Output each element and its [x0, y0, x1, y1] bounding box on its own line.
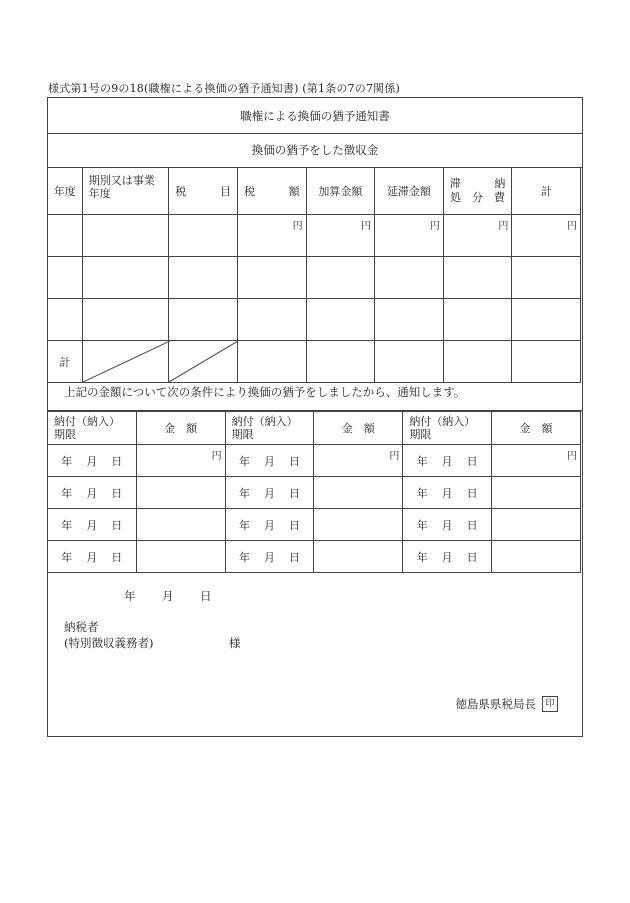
- cell-period: [82, 299, 168, 341]
- header-tax-item-a: 税: [175, 185, 187, 198]
- cell-amount: [491, 509, 580, 541]
- header-tax-amount: [237, 168, 306, 215]
- date-year: 年: [238, 518, 250, 532]
- date-month: 月: [263, 550, 275, 564]
- header-tax-amount-b: 額: [288, 185, 300, 198]
- cell-due-date: [403, 477, 492, 509]
- header-amount: 金 額: [314, 412, 403, 445]
- schedule-row: [48, 445, 581, 477]
- date-month: 月: [441, 454, 453, 468]
- date-day: 日: [466, 550, 478, 564]
- due-label-line2: 期限: [409, 428, 432, 441]
- date-day: 日: [288, 454, 300, 468]
- form-title: 職権による換価の猶予通知書: [48, 98, 582, 134]
- table-row: [48, 299, 581, 341]
- cell-due-date: [225, 541, 314, 573]
- collection-amount-table: [47, 167, 581, 383]
- cell-due-date: [48, 509, 137, 541]
- header-due-date: [225, 412, 314, 445]
- date-day: 日: [288, 550, 300, 564]
- cell-additional: [306, 257, 375, 299]
- schedule-row: [48, 541, 581, 573]
- date-day: 日: [466, 518, 478, 532]
- header-tax-item-b: 目: [219, 185, 231, 198]
- cell-additional: [306, 299, 375, 341]
- date-day: 日: [288, 486, 300, 500]
- header-due-date: [403, 412, 492, 445]
- date-year: 年: [416, 486, 428, 500]
- cell-amount: [314, 541, 403, 573]
- cell-tax-amount: [237, 299, 306, 341]
- form-subtitle: 換価の猶予をした徴収金: [48, 133, 582, 168]
- issue-date-year: 年: [124, 589, 136, 603]
- cell-delinquency: [375, 215, 444, 257]
- due-label-line1: 納付（納入）: [231, 415, 298, 428]
- date-year: 年: [416, 550, 428, 564]
- date-year: 年: [61, 518, 73, 532]
- date-day: 日: [111, 518, 123, 532]
- form-heading: 様式第1号の9の18(職権による換価の猶予通知書) (第1条の7の7関係): [48, 82, 401, 95]
- cell-amount: [314, 445, 403, 477]
- cell-amount: [491, 541, 580, 573]
- cell-amount: [136, 445, 225, 477]
- header-disposal-a: 滞: [449, 177, 461, 190]
- cell-period: [82, 215, 168, 257]
- cell-due-date: [225, 509, 314, 541]
- table-header-row: [48, 168, 581, 215]
- date-month: 月: [263, 454, 275, 468]
- cell-amount: [314, 477, 403, 509]
- payment-schedule-table: [47, 411, 581, 573]
- date-year: 年: [416, 518, 428, 532]
- due-label-line2: 期限: [54, 428, 76, 441]
- cell-due-date: [48, 477, 137, 509]
- signature-area: [48, 572, 582, 736]
- cell-amount: [491, 445, 580, 477]
- cell-disposal: [443, 257, 512, 299]
- notice-form: [47, 97, 583, 737]
- issue-date: [124, 588, 238, 604]
- honorific: 様: [229, 636, 241, 650]
- date-month: 月: [86, 454, 98, 468]
- cell-due-date: [225, 477, 314, 509]
- cell-tax-item: [169, 299, 238, 341]
- cell-tax-amount: [237, 257, 306, 299]
- cell-amount: [136, 477, 225, 509]
- date-month: 月: [263, 486, 275, 500]
- date-day: 日: [288, 518, 300, 532]
- cell-amount: [136, 509, 225, 541]
- yen-label: 円: [429, 221, 440, 232]
- seal-mark: 印: [542, 696, 558, 712]
- header-due-date: [48, 412, 137, 445]
- header-disposal-b: 納: [494, 177, 506, 190]
- cell-due-date: [403, 509, 492, 541]
- cell-additional: [306, 215, 375, 257]
- header-year: 年度: [48, 168, 83, 215]
- header-delinquency: 延滞金額: [375, 168, 444, 215]
- yen-label: 円: [389, 451, 400, 462]
- date-day: 日: [111, 454, 123, 468]
- cell-tax-item: [169, 215, 238, 257]
- schedule-row: [48, 509, 581, 541]
- header-disposal-bottom: 処 分 費: [450, 191, 506, 204]
- date-day: 日: [111, 550, 123, 564]
- date-year: 年: [61, 550, 73, 564]
- date-year: 年: [238, 454, 250, 468]
- date-month: 月: [441, 486, 453, 500]
- header-period-line2: 年度: [88, 187, 111, 200]
- cell-due-date: [403, 445, 492, 477]
- header-period: [82, 168, 168, 215]
- issuer-name: 徳島県県税局長: [455, 697, 536, 711]
- date-year: 年: [238, 550, 250, 564]
- date-day: 日: [466, 486, 478, 500]
- cell-year: [48, 299, 83, 341]
- header-total: 計: [512, 168, 581, 215]
- date-year: 年: [61, 454, 73, 468]
- issue-date-month: 月: [162, 589, 174, 603]
- header-tax-item: [169, 168, 238, 215]
- yen-label: 円: [498, 221, 509, 232]
- yen-label: 円: [361, 221, 372, 232]
- cell-total: [512, 257, 581, 299]
- total-label: 計: [48, 341, 83, 383]
- cell-due-date: [225, 445, 314, 477]
- special-collector-label: (特別徴収義務者): [64, 636, 154, 650]
- issue-date-day: 日: [200, 589, 212, 603]
- cell-disposal: [443, 299, 512, 341]
- cell-total: [512, 215, 581, 257]
- cell-disposal: [443, 215, 512, 257]
- cell-amount: [491, 477, 580, 509]
- header-tax-amount-a: 税: [243, 185, 255, 198]
- header-period-line1: 期別又は事業: [88, 174, 155, 187]
- header-amount: 金 額: [491, 412, 580, 445]
- date-month: 月: [86, 486, 98, 500]
- cell-amount: [136, 541, 225, 573]
- cell-period: [82, 257, 168, 299]
- issuer: [456, 696, 559, 712]
- taxpayer-label: 納税者: [64, 620, 99, 634]
- date-month: 月: [441, 518, 453, 532]
- table-row: [48, 215, 581, 257]
- date-year: 年: [61, 486, 73, 500]
- date-month: 月: [86, 550, 98, 564]
- header-amount: 金 額: [136, 412, 225, 445]
- date-month: 月: [441, 550, 453, 564]
- cell-total: [512, 299, 581, 341]
- yen-label: 円: [211, 451, 222, 462]
- schedule-row: [48, 477, 581, 509]
- date-year: 年: [416, 454, 428, 468]
- yen-label: 円: [567, 221, 577, 232]
- cell-year: [48, 215, 83, 257]
- date-year: 年: [238, 486, 250, 500]
- due-label-line1: 納付（納入）: [409, 415, 476, 428]
- taxpayer-block: [64, 619, 153, 651]
- cell-delinquency: [375, 257, 444, 299]
- cell-year: [48, 257, 83, 299]
- due-label-line1: 納付（納入）: [54, 415, 120, 428]
- date-month: 月: [263, 518, 275, 532]
- notice-text: 上記の金額について次の条件により換価の猶予をしましたから、通知します。: [48, 374, 582, 411]
- cell-amount: [314, 509, 403, 541]
- cell-delinquency: [375, 299, 444, 341]
- cell-due-date: [403, 541, 492, 573]
- table-row: [48, 257, 581, 299]
- cell-tax-item: [169, 257, 238, 299]
- cell-due-date: [48, 541, 137, 573]
- yen-label: 円: [292, 221, 303, 232]
- cell-due-date: [48, 445, 137, 477]
- header-disposal-cost: [443, 168, 512, 215]
- schedule-header-row: [48, 412, 581, 445]
- date-day: 日: [111, 486, 123, 500]
- header-additional: 加算金額: [306, 168, 375, 215]
- cell-tax-amount: [237, 215, 306, 257]
- date-day: 日: [466, 454, 478, 468]
- due-label-line2: 期限: [231, 428, 254, 441]
- yen-label: 円: [567, 451, 577, 462]
- date-month: 月: [86, 518, 98, 532]
